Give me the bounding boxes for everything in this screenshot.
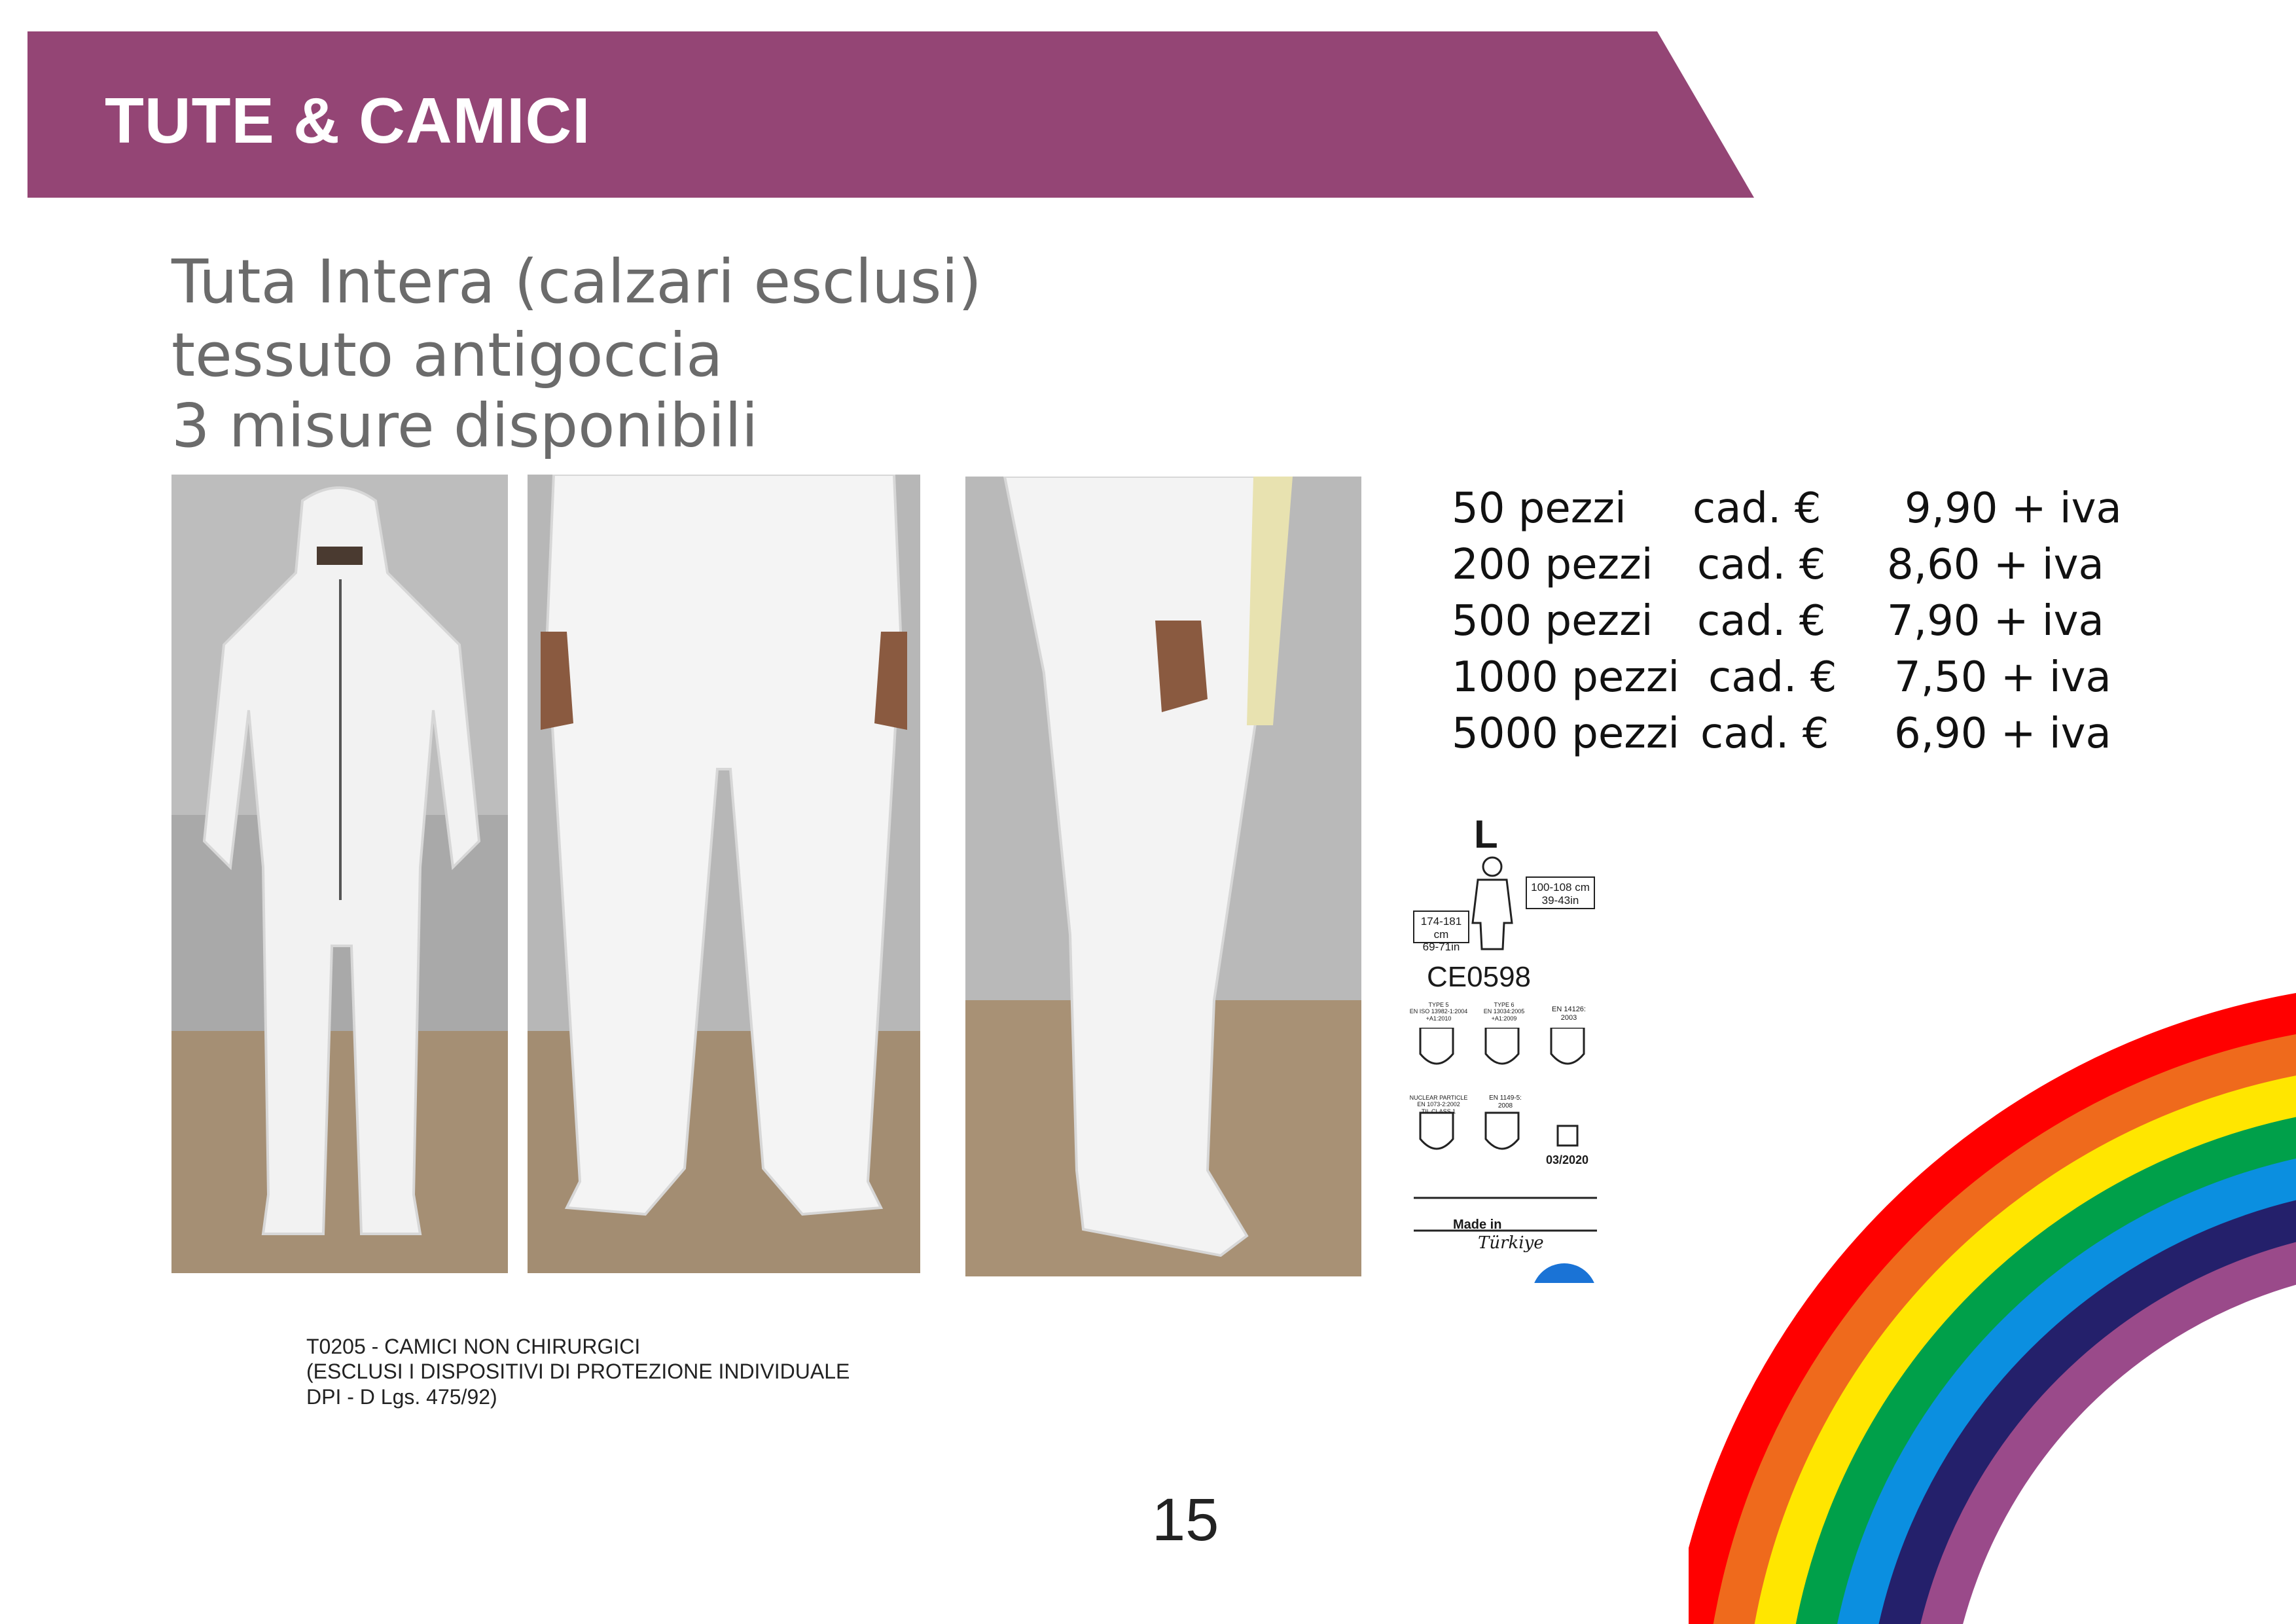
- price-qty: 5000 pezzi: [1452, 710, 1680, 758]
- product-sizes: 3 misure disponibili: [171, 391, 759, 461]
- full-body-front-photo: [171, 475, 508, 1273]
- footnote-line: (ESCLUSI I DISPOSITIVI DI PROTEZIONE INDIVIDUALE: [306, 1360, 850, 1384]
- footnote-line: T0205 - CAMICI NON CHIRURGICI: [306, 1335, 641, 1358]
- price-value: 6,90 + iva: [1894, 710, 2111, 758]
- price-qty: 1000 pezzi: [1452, 653, 1680, 702]
- price-unit: cad. €: [1697, 597, 1826, 645]
- type5-standard: TYPE 5 EN ISO 13982-1:2004 +A1:2010: [1409, 1001, 1468, 1022]
- price-value: 7,90 + iva: [1887, 597, 2104, 645]
- page-number: 15: [1152, 1487, 1219, 1553]
- price-value: 8,60 + iva: [1887, 541, 2104, 589]
- footnote: [306, 1334, 850, 1409]
- legs-front-photo: [528, 475, 920, 1273]
- rainbow-decoration: [1689, 903, 2296, 1624]
- price-unit: cad. €: [1697, 541, 1826, 589]
- price-value: 7,50 + iva: [1894, 653, 2111, 702]
- side-view-photo: [965, 477, 1361, 1276]
- nuclear-standard: NUCLEAR PARTICLE EN 1073-2:2002 TIL CLASS 1: [1409, 1094, 1468, 1115]
- price-unit: cad. €: [1700, 710, 1829, 758]
- type6-standard: TYPE 6 EN 13034:2005 +A1:2009: [1483, 1001, 1525, 1022]
- en1149-standard: EN 1149-5: 2008: [1489, 1094, 1522, 1110]
- price-qty: 200 pezzi: [1452, 541, 1653, 589]
- en14126-standard: EN 14126: 2003: [1552, 1005, 1586, 1022]
- ce-mark: CE0598: [1427, 961, 1532, 993]
- price-qty: 50 pezzi: [1452, 484, 1626, 533]
- page-title: TUTE & CAMICI: [105, 84, 591, 156]
- product-feature: tessuto antigoccia: [171, 320, 723, 390]
- product-title: Tuta Intera (calzari esclusi): [171, 247, 982, 317]
- price-value: 9,90 + iva: [1905, 484, 2122, 533]
- size-letter: L: [1474, 812, 1498, 856]
- production-date: 03/2020: [1546, 1153, 1589, 1166]
- price-qty: 500 pezzi: [1452, 597, 1653, 645]
- size-label: [1401, 812, 1607, 1283]
- height-range: 174-181 cm 69-71in: [1420, 915, 1462, 954]
- blue-circle-shape: [1518, 1257, 1597, 1283]
- footnote-line: DPI - D Lgs. 475/92): [306, 1384, 497, 1409]
- price-unit: cad. €: [1708, 653, 1837, 702]
- made-in-country: Türkiye: [1478, 1233, 1544, 1253]
- chest-range: 100-108 cm 39-43in: [1531, 881, 1590, 907]
- made-in-label: Made in: [1453, 1218, 1502, 1232]
- price-unit: cad. €: [1693, 484, 1821, 533]
